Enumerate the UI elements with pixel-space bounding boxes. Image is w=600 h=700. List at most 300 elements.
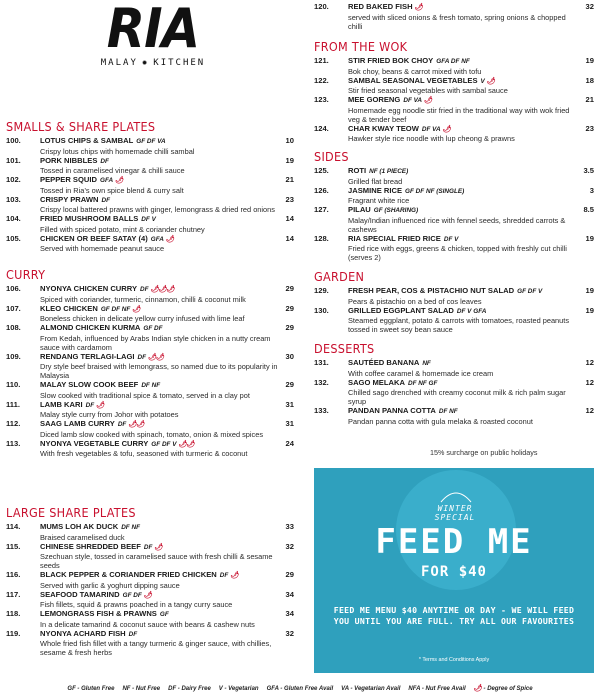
item-description: Fried rice with eggs, greens & chicken, topped with freshly cut chilli (serves 2) <box>348 244 567 262</box>
item-number: 132. <box>314 377 329 387</box>
chili-icon: 🌶 <box>473 685 482 692</box>
item-price: 19 <box>585 286 594 295</box>
item-name-line <box>40 304 284 315</box>
item-name-line <box>40 175 284 186</box>
item-description: Fragrant white rice <box>348 196 410 205</box>
chili-icon: 🌶 <box>230 572 239 579</box>
menu-item <box>6 304 294 324</box>
item-description: Served with garlic & yoghurt dipping sauce <box>40 580 180 590</box>
item-name: SAAG LAMB CURRY <box>40 419 115 428</box>
dietary-tags: GFA <box>99 177 114 184</box>
item-name: PANDAN PANNA COTTA <box>348 406 436 415</box>
chili-icon: 🌶 <box>486 77 495 85</box>
menu-item <box>314 406 594 426</box>
item-number: 126. <box>314 185 329 195</box>
spacer <box>6 639 38 657</box>
spacer <box>314 134 346 143</box>
menu-item <box>314 166 594 186</box>
item-price: 12 <box>585 377 594 387</box>
item-description: Whole fried fish fillet with a tangy turmeric & ginger sauce, with chillies, sesame & fresh herbs <box>40 639 272 657</box>
item-name: FRESH PEAR, COS & PISTACHIO NUT SALAD <box>348 286 515 295</box>
item-price: 32 <box>285 541 294 551</box>
dietary-tags: DF VA <box>403 97 423 104</box>
item-number: 125. <box>314 166 329 175</box>
item-name-line <box>40 522 284 533</box>
item-description: served with sliced onions & fresh tomato, spring onions & chopped chilli <box>348 12 566 31</box>
spacer <box>314 177 346 186</box>
section-from-the-wok <box>314 40 594 143</box>
chili-icon: 🌶 <box>424 97 432 104</box>
item-description: Served with homemade peanut sauce <box>40 244 165 253</box>
item-price: 31 <box>285 419 294 428</box>
menu-item <box>314 358 594 378</box>
chili-icon: 🌶🌶 <box>128 421 145 428</box>
dietary-tags: DF NF <box>141 382 161 389</box>
item-name-line <box>40 380 284 391</box>
item-name: ROTI <box>348 166 367 175</box>
spacer <box>314 106 346 124</box>
item-description: Chilled sago drenched with creamy coconut milk & rich palm sugar syrup <box>348 388 566 406</box>
item-description: Hawker style rice noodle with lup cheong & prawns <box>348 134 515 143</box>
dietary-tags: NF (1 PIECE) <box>369 168 409 175</box>
item-description: Boneless chicken in delicate yellow curry infused with lime leaf <box>40 314 245 323</box>
chili-icon: 🌶 <box>143 591 152 599</box>
spacer <box>6 620 38 629</box>
menu-item <box>314 205 594 234</box>
item-name: SEAFOOD TAMARIND <box>40 589 120 599</box>
spacer <box>314 297 346 306</box>
item-price: 19 <box>585 305 594 315</box>
item-name: GRILLED EGGPLANT SALAD <box>348 305 454 315</box>
dietary-tags: GF (SHARING) <box>373 207 419 214</box>
item-price: 29 <box>285 570 294 579</box>
menu-item <box>6 156 294 176</box>
legend-entry: GFA - Gluten Free Avail <box>266 686 334 692</box>
spacer <box>6 552 38 570</box>
item-number: 122. <box>314 75 329 85</box>
item-description: Crispy lotus chips with homemade chilli sambal <box>40 146 195 156</box>
promo-terms: * Terms and Conditions Apply <box>418 657 490 663</box>
item-price: 3.5 <box>583 166 594 175</box>
brand-logo <box>78 0 228 68</box>
dietary-tags: DF <box>137 353 147 361</box>
item-number: 129. <box>314 286 329 295</box>
dietary-tags: DF <box>101 196 111 204</box>
item-number: 124. <box>314 123 329 133</box>
item-number: 127. <box>314 205 329 214</box>
item-name-line <box>348 286 584 297</box>
spacer <box>6 314 38 323</box>
item-number: 114. <box>6 522 21 531</box>
spacer <box>6 166 38 175</box>
menu-item <box>6 234 294 254</box>
item-number: 121. <box>314 56 329 65</box>
menu-item <box>6 195 294 215</box>
dietary-tags: DF V <box>443 235 459 243</box>
item-description: Szechuan style, tossed in caramelised sauce with fresh chilli & sesame seeds <box>40 552 273 570</box>
brand-subtitle-right: KITCHEN <box>153 58 206 68</box>
item-name: MUMS LOH AK DUCK <box>40 522 119 531</box>
item-number: 115. <box>6 541 21 551</box>
item-price: 29 <box>285 284 294 293</box>
menu-item <box>6 609 294 629</box>
dietary-legend <box>0 684 600 692</box>
item-price: 3 <box>589 185 594 195</box>
menu-item <box>6 629 294 658</box>
menu-item <box>6 542 294 571</box>
item-description: Pears & pistachio on a bed of cos leaves <box>348 296 482 306</box>
item-name-line <box>40 590 284 601</box>
item-name: RED BAKED FISH <box>348 2 413 11</box>
item-price: 12 <box>585 358 594 367</box>
item-name-line <box>40 323 284 334</box>
section-title: FROM THE WOK <box>314 39 408 54</box>
item-name-line <box>348 2 584 13</box>
item-name-line <box>40 284 284 295</box>
item-name-line <box>348 406 584 417</box>
item-description: Diced lamb slow cooked with spinach, tomato, onion & mixed spices <box>40 429 264 439</box>
item-name-line <box>40 542 284 553</box>
dietary-tags: DF NF <box>121 524 141 531</box>
item-number: 109. <box>6 351 21 361</box>
spacer <box>6 334 38 352</box>
leaf-icon <box>439 488 473 504</box>
item-price: 12 <box>585 406 594 415</box>
item-name: KLEO CHICKEN <box>40 303 98 313</box>
item-description: Braised caramelised duck <box>40 532 125 542</box>
item-name: CRISPY PRAWN <box>40 194 99 204</box>
item-name: LAMB KARI <box>40 399 83 409</box>
item-name-line <box>348 205 581 216</box>
menu-item <box>314 378 594 407</box>
item-description: Fish fillets, squid & prawns poached in a tangy curry sauce <box>40 600 233 609</box>
spacer <box>6 244 38 253</box>
item-name-line <box>348 358 584 369</box>
item-price: 19 <box>285 155 294 165</box>
item-name: MALAY SLOW COOK BEEF <box>40 380 139 389</box>
dietary-tags: GF DF <box>143 325 163 332</box>
dietary-tags: V <box>480 77 485 85</box>
spacer <box>314 316 346 334</box>
item-price: 29 <box>285 303 294 313</box>
item-price: 29 <box>285 380 294 389</box>
item-name-line <box>40 629 284 640</box>
dietary-tags: DF <box>219 572 229 579</box>
spacer <box>314 13 346 31</box>
item-price: 34 <box>285 589 294 599</box>
chili-icon: 🌶 <box>132 305 141 313</box>
item-number: 116. <box>6 570 21 579</box>
legend-entry: NFA - Nut Free Avail <box>408 686 466 692</box>
item-name-line <box>40 214 284 225</box>
menu-item <box>314 76 594 96</box>
item-price: 19 <box>585 233 594 243</box>
dietary-tags: GF DF V <box>151 440 177 448</box>
item-number: 102. <box>6 175 21 184</box>
item-number: 113. <box>6 438 21 448</box>
item-name: RIA SPECIAL FRIED RICE <box>348 233 441 243</box>
item-description: Steamed eggplant, potato & carrots with tomatoes, roasted peanuts tossed in sweet soy bean sauce <box>348 316 570 334</box>
spacer <box>6 186 38 195</box>
legend-entry: GF - Gluten Free <box>67 686 115 692</box>
item-name: STIR FRIED BOK CHOY <box>348 56 434 65</box>
dietary-tags: NF <box>422 360 431 367</box>
item-name: SAGO MELAKA <box>348 377 405 387</box>
dietary-tags: DF <box>85 401 95 409</box>
spacer <box>6 225 38 234</box>
dietary-tags: GFA <box>150 235 164 243</box>
item-description: Malay/Indian influenced rice with fennel seeds, shredded carrots & cashews <box>348 215 566 234</box>
item-name: SAMBAL SEASONAL VEGETABLES <box>348 75 478 85</box>
legend-entry: - Degree of Spice <box>483 686 533 692</box>
promo-subtitle: FOR $40 <box>420 564 487 580</box>
item-name-line <box>40 195 284 206</box>
spacer <box>314 244 346 262</box>
section-continued <box>314 2 594 31</box>
dietary-tags: GFA DF NF <box>436 58 470 65</box>
item-number: 107. <box>6 303 21 313</box>
dietary-tags: GF DF <box>122 591 142 599</box>
item-number: 100. <box>6 136 21 145</box>
item-description: Crispy local battered prawns with ginger, lemongrass & dried red onions <box>40 205 275 214</box>
item-price: 14 <box>285 214 294 223</box>
section-title: GARDEN <box>314 269 365 284</box>
chili-icon: 🌶🌶 <box>148 353 164 361</box>
item-name-line <box>348 306 584 317</box>
legend-entry: V - Vegetarian <box>218 686 259 692</box>
item-price: 21 <box>585 95 594 104</box>
dietary-tags: DF <box>128 630 138 638</box>
section-desserts <box>314 342 594 426</box>
item-price: 32 <box>585 2 594 11</box>
item-price: 14 <box>285 233 294 243</box>
item-name: CHINESE SHREDDED BEEF <box>40 541 141 551</box>
section-garden <box>314 270 594 334</box>
item-number: 133. <box>314 406 329 415</box>
item-name-line <box>348 378 584 389</box>
item-price: 32 <box>285 628 294 638</box>
item-name: BLACK PEPPER & CORIANDER FRIED CHICKEN <box>40 570 217 579</box>
item-name: NYONYA ACHARD FISH <box>40 628 126 638</box>
item-name-line <box>348 56 584 67</box>
item-name-line <box>348 76 584 87</box>
item-name: CHAR KWAY TEOW <box>348 123 419 133</box>
item-description: Stir fried seasonal vegetables with sambal sauce <box>348 86 508 95</box>
chili-icon: 🌶🌶 <box>178 440 195 448</box>
item-name: MEE GORENG <box>348 95 401 104</box>
section-title: LARGE SHARE PLATES <box>6 505 136 520</box>
section-title: DESSERTS <box>314 341 375 356</box>
item-name: PEPPER SQUID <box>40 175 97 184</box>
item-name-line <box>348 124 584 135</box>
item-name: CHICKEN OR BEEF SATAY (4) <box>40 233 148 243</box>
item-description: Malay style curry from Johor with potatoes <box>40 410 179 419</box>
menu-item <box>6 570 294 590</box>
spacer <box>6 449 38 458</box>
item-number: 123. <box>314 95 329 104</box>
item-name-line <box>348 166 581 177</box>
spacer <box>314 86 346 95</box>
item-price: 29 <box>285 323 294 332</box>
item-number: 130. <box>314 305 329 315</box>
section-smalls <box>6 120 294 253</box>
item-price: 23 <box>585 123 594 133</box>
dietary-tags: DF NF GF <box>407 379 438 387</box>
item-number: 117. <box>6 589 21 599</box>
menu-item <box>314 124 594 144</box>
menu-item <box>6 590 294 610</box>
item-name: SAUTÉED BANANA <box>348 358 420 367</box>
item-price: 8.5 <box>583 205 594 214</box>
chili-icon: 🌶 <box>165 235 174 243</box>
menu-item <box>6 284 294 304</box>
item-name-line <box>40 570 284 581</box>
chili-icon: 🌶🌶🌶 <box>150 286 175 293</box>
item-description: Homemade egg noodle stir fried in the traditional way with wok fried veg & tender beef <box>348 105 570 124</box>
section-title: SMALLS & SHARE PLATES <box>6 119 156 134</box>
item-price: 21 <box>285 175 294 184</box>
menu-item <box>6 323 294 352</box>
spacer <box>314 196 346 205</box>
item-number: 131. <box>314 358 329 367</box>
menu-item <box>314 56 594 76</box>
spacer <box>314 67 346 76</box>
item-description: Spiced with coriander, turmeric, cinnamon, chilli & coconut milk <box>40 294 246 304</box>
menu-item <box>314 186 594 206</box>
dietary-tags: DF V GFA <box>456 307 487 315</box>
item-price: 18 <box>585 75 594 85</box>
item-number: 128. <box>314 233 329 243</box>
brand-name: RIA <box>106 0 200 60</box>
spacer <box>6 410 38 419</box>
item-number: 120. <box>314 2 329 11</box>
item-number: 103. <box>6 194 21 204</box>
spacer <box>314 216 346 234</box>
item-name: FRIED MUSHROOM BALLS <box>40 214 139 223</box>
item-name-line <box>40 156 284 167</box>
dietary-tags: DF <box>100 157 109 165</box>
menu-item <box>314 306 594 335</box>
chili-icon: 🌶 <box>154 543 163 551</box>
spacer <box>6 147 38 156</box>
item-description: With coffee caramel & homemade ice cream <box>348 368 494 378</box>
spacer <box>6 533 38 542</box>
legend-entry: NF - Nut Free <box>122 686 161 692</box>
item-name-line <box>40 136 284 147</box>
item-name-line <box>40 400 284 411</box>
spacer <box>6 430 38 439</box>
promo-title: FEED ME <box>375 522 533 562</box>
dietary-tags: DF V <box>141 216 156 223</box>
item-name: JASMINE RICE <box>348 185 403 195</box>
menu-item <box>6 352 294 381</box>
menu-item <box>6 175 294 195</box>
menu-item <box>6 136 294 156</box>
spacer <box>6 362 38 380</box>
spacer <box>6 295 38 304</box>
section-curry <box>6 268 294 458</box>
spacer <box>6 600 38 609</box>
surcharge-note: 15% surcharge on public holidays <box>430 448 538 457</box>
legend-entry: DF - Dairy Free <box>168 686 211 692</box>
item-price: 10 <box>285 136 294 145</box>
menu-item <box>314 2 594 31</box>
menu-item <box>6 522 294 542</box>
menu-item <box>314 95 594 124</box>
chili-icon: 🌶 <box>442 125 451 133</box>
item-name-line <box>348 95 584 106</box>
menu-item <box>314 234 594 263</box>
item-name: NYONYA VEGETABLE CURRY <box>40 438 149 448</box>
item-name: PILAU <box>348 205 371 214</box>
item-description: With fresh vegetables & tofu, seasoned with turmeric & coconut <box>40 449 248 458</box>
item-price: 33 <box>285 522 294 531</box>
dietary-tags: DF VA <box>421 125 441 133</box>
item-description: Dry style beef braised with lemongrass, so named due to its popularity in Malaysia <box>40 362 278 380</box>
menu-item <box>6 214 294 234</box>
spacer <box>6 581 38 590</box>
item-description: Pandan panna cotta with gula melaka & roasted coconut <box>348 416 533 426</box>
item-name-line <box>40 234 284 245</box>
item-number: 101. <box>6 155 21 165</box>
item-name-line <box>348 186 588 197</box>
promo-body: FEED ME MENU $40 ANYTIME OR DAY - WE WILL FEED YOU UNTIL YOU ARE FULL. TRY ALL OUR FAVOURITES <box>333 605 575 626</box>
menu-item <box>6 380 294 400</box>
item-price: 24 <box>285 438 294 448</box>
star-icon: ✹ <box>141 58 150 68</box>
item-number: 118. <box>6 609 21 618</box>
menu-item <box>6 400 294 420</box>
item-name: LEMONGRASS FISH & PRAWNS <box>40 609 157 618</box>
item-number: 106. <box>6 284 21 293</box>
item-price: 31 <box>285 399 294 409</box>
item-name: ALMOND CHICKEN KURMA <box>40 323 141 332</box>
item-number: 105. <box>6 233 21 243</box>
chili-icon: 🌶 <box>96 401 105 409</box>
feed-me-promo <box>314 468 594 673</box>
menu-item <box>314 286 594 306</box>
item-number: 110. <box>6 380 21 389</box>
item-name: NYONYA CHICKEN CURRY <box>40 284 138 293</box>
spacer <box>314 417 346 426</box>
item-number: 104. <box>6 214 21 223</box>
section-large-share <box>6 506 294 657</box>
item-number: 112. <box>6 419 21 428</box>
item-price: 34 <box>285 609 294 618</box>
item-description: From Kedah, influenced by Arabs Indian style chicken in a nutty cream sauce with cardamom <box>40 333 271 352</box>
dietary-tags: DF NF <box>438 408 458 415</box>
dietary-tags: GF DF NF <box>100 305 131 313</box>
item-description: Slow cooked with traditional spice & tomato, served in a clay pot <box>40 390 250 400</box>
item-name-line <box>40 609 284 620</box>
spacer <box>6 391 38 400</box>
dietary-tags: GF DF VA <box>136 138 166 145</box>
spacer <box>314 369 346 378</box>
promo-badge: WINTER SPECIAL <box>434 504 476 522</box>
legend-entry: VA - Vegetarian Avail <box>341 686 401 692</box>
item-name-line <box>40 439 284 450</box>
dietary-tags: DF <box>140 286 149 293</box>
item-number: 119. <box>6 628 21 638</box>
menu-item <box>6 439 294 459</box>
item-name-line <box>40 352 284 363</box>
item-description: Tossed in caramelised vinegar & chilli sauce <box>40 166 185 175</box>
item-name-line <box>40 419 284 430</box>
item-number: 108. <box>6 323 21 332</box>
dietary-tags: GF <box>159 611 169 618</box>
section-sides <box>314 150 594 262</box>
item-description: Bok choy, beans & carrot mixed with tofu <box>348 66 482 76</box>
